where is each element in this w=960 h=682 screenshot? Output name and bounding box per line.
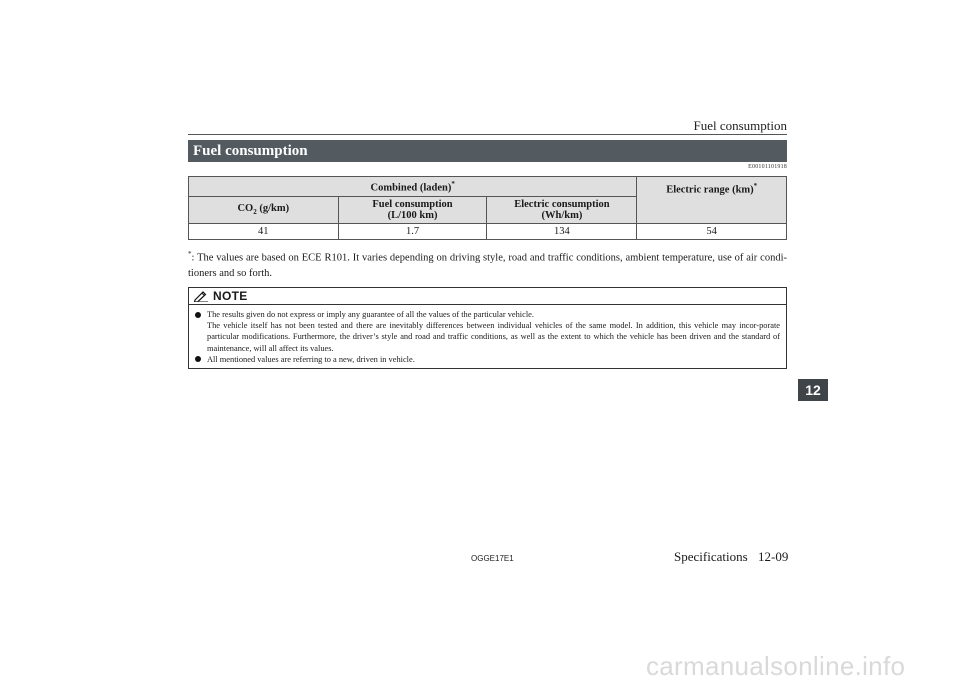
fuel-consumption-table (188, 176, 787, 240)
footnote: *: The values are based on ECE R101. It varies depending on driving style, road and traffic conditions, ambient temperature, use of air condi-tioners and so forth. (188, 250, 787, 279)
co2-header: $CO_2$ (g/km) (189, 197, 339, 224)
note-item-text: The results given do not express or imply any guarantee of all the values of the particular vehicle. (207, 310, 534, 319)
section-title: Fuel consumption (188, 140, 787, 162)
electric-range-header: Electric range (km)* (637, 177, 787, 224)
note-item-detail: The vehicle itself has not been tested and there are inevitably differences between individual vehicles of the same model. In addition, this vehicle may incor-porate particular modifications. Furthermore, the driver’s style and road and traffic conditions, as well as the extent to which the vehicle has been driven and the standard of maintenance, will all affect its values. (207, 321, 780, 353)
document-code: OGGE17E1 (471, 554, 514, 563)
combined-laden-header: Combined (laden)* (189, 177, 637, 197)
fuel-consumption-value: 1.7 (338, 224, 487, 240)
bullet-icon (195, 312, 201, 318)
list-item (195, 354, 780, 365)
page-number: 12-09 (758, 549, 789, 564)
section-code: E00101101918 (748, 164, 787, 170)
note-box (188, 287, 787, 369)
header-divider (188, 134, 787, 135)
table-row (189, 224, 787, 240)
note-pen-icon (193, 290, 209, 302)
running-header-title: Fuel consumption (693, 118, 787, 133)
note-header (189, 288, 786, 305)
bullet-icon (195, 356, 201, 362)
list-item (195, 309, 780, 354)
electric-range-value: 54 (637, 224, 787, 240)
note-title: NOTE (213, 289, 248, 303)
fuel-consumption-header: Fuel consumption (L/100 km) (338, 197, 487, 224)
note-body (189, 305, 786, 365)
co2-value: 41 (189, 224, 339, 240)
electric-consumption-header: Electric consumption (Wh/km) (487, 197, 637, 224)
note-item-text: All mentioned values are referring to a new, driven in vehicle. (207, 354, 415, 364)
electric-consumption-value: 134 (487, 224, 637, 240)
watermark: carmanualsonline.info (646, 651, 906, 681)
footer-section-name: Specifications (674, 549, 748, 564)
chapter-tab: 12 (798, 379, 828, 401)
